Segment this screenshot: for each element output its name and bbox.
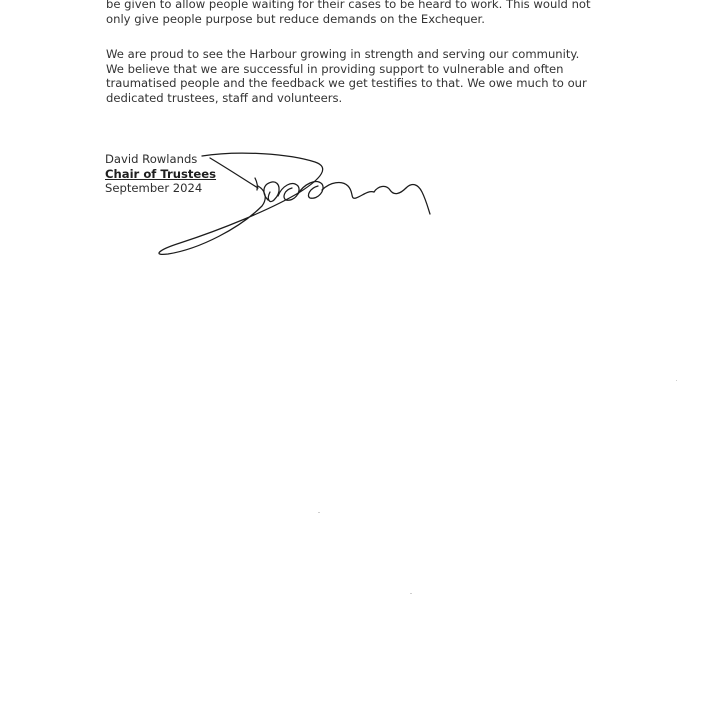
paragraph-line: only give people purpose but reduce demands on the Exchequer.: [106, 11, 485, 26]
scan-speck: [410, 593, 412, 594]
paragraph-line: dedicated trustees, staff and volunteers.: [106, 90, 343, 105]
signatory-role: Chair of Trustees: [105, 166, 217, 181]
paragraph-line: We believe that we are successful in providing support to vulnerable and often: [106, 61, 564, 76]
scan-speck: [318, 512, 320, 513]
paragraph-line: be given to allow people waiting for their cases to be heard to work. This would not: [106, 0, 591, 11]
paragraph-harbour: [106, 47, 626, 105]
scan-speck: [676, 380, 677, 381]
paragraph-line: traumatised people and the feedback we get testifies to that. We owe much to our: [106, 76, 587, 91]
paragraph-exchequer: [106, 0, 626, 26]
paragraph-line: We are proud to see the Harbour growing in strength and serving our community.: [106, 47, 580, 61]
signoff-date: September 2024: [105, 181, 203, 196]
handwritten-signature-icon: [150, 148, 440, 260]
signatory-name: David Rowlands: [105, 152, 198, 166]
